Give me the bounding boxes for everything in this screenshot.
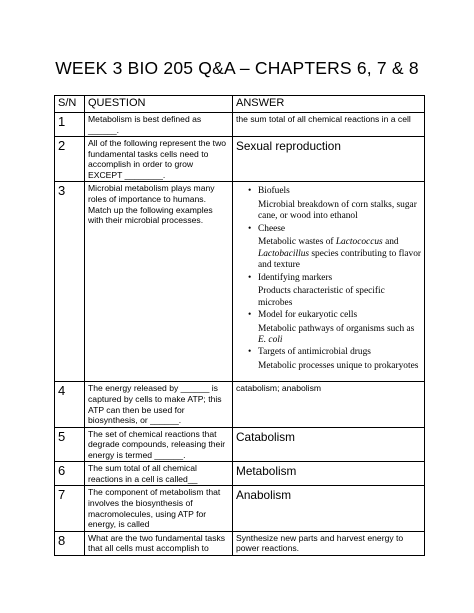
answer-cell: Anabolism <box>233 486 425 531</box>
table-row <box>55 382 425 427</box>
question-cell: The component of metabolism that involves the biosynthesis of macromolecules, using ATP for energy, is called <box>85 486 233 531</box>
list-item <box>248 223 421 272</box>
answer-description <box>258 324 421 347</box>
answer-description: Microbial breakdown of corn stalks, sugar cane, or wood into ethanol <box>258 199 417 222</box>
answer-cell: catabolism; anabolism <box>233 382 425 427</box>
table-row <box>55 182 425 382</box>
question-cell: What are the two fundamental tasks that all cells must accomplish to <box>85 531 233 555</box>
answer-cell: Catabolism <box>233 427 425 462</box>
row-number: 8 <box>55 531 85 555</box>
species-name: E. coli <box>258 335 283 345</box>
answer-description: Metabolic processes unique to prokaryotes <box>258 360 419 371</box>
desc-text: Metabolic pathways of organisms such as <box>258 323 415 334</box>
question-cell: The set of chemical reactions that degrade compounds, releasing their energy is termed ______. <box>85 427 233 462</box>
row-number: 3 <box>55 182 85 382</box>
answer-cell: the sum total of all chemical reactions in a cell <box>233 113 425 137</box>
header-row <box>55 96 425 113</box>
answer-description <box>258 237 421 271</box>
table-row <box>55 427 425 462</box>
answer-cell: Synthesize new parts and harvest energy to power reactions. <box>233 531 425 555</box>
header-answer: ANSWER <box>233 96 425 113</box>
list-item <box>248 186 421 222</box>
list-item <box>248 272 421 309</box>
bullet-icon: • <box>248 272 252 283</box>
question-cell: The sum total of all chemical reactions in a cell is called__ <box>85 462 233 486</box>
answer-term: Model for eukaryotic cells <box>258 310 358 321</box>
document-title: WEEK 3 BIO 205 Q&A – CHAPTERS 6, 7 & 8 <box>55 58 419 78</box>
answer-list <box>236 186 421 372</box>
desc-text: species contributing to flavor and texture <box>258 248 421 271</box>
table-row <box>55 137 425 182</box>
header-sn: S/N <box>55 96 85 113</box>
answer-term: Biofuels <box>258 186 290 197</box>
table-row <box>55 531 425 555</box>
answer-cell <box>233 182 425 382</box>
question-cell: Microbial metabolism plays many roles of importance to humans. Match up the following examples with their microbial processes. <box>85 182 233 382</box>
question-cell: The energy released by ______ is captured by cells to make ATP; this ATP can then be used for biosynthesis, or ______. <box>85 382 233 427</box>
row-number: 1 <box>55 113 85 137</box>
list-item <box>248 310 421 346</box>
row-number: 4 <box>55 382 85 427</box>
table-row <box>55 462 425 486</box>
row-number: 2 <box>55 137 85 182</box>
row-number: 5 <box>55 427 85 462</box>
table-row <box>55 486 425 531</box>
bullet-icon: • <box>248 310 252 321</box>
header-question: QUESTION <box>85 96 233 113</box>
answer-term: Identifying markers <box>258 272 333 283</box>
answer-description: Products characteristic of specific microbes <box>258 286 385 308</box>
list-item <box>248 347 421 372</box>
bullet-icon: • <box>248 223 252 234</box>
bullet-icon: • <box>248 347 252 358</box>
answer-cell: Metabolism <box>233 462 425 486</box>
answer-term: Cheese <box>258 223 286 234</box>
qa-table <box>54 95 425 556</box>
genus-name: Lactococcus <box>335 237 383 248</box>
question-cell: All of the following represent the two fundamental tasks cells need to accomplish in order to grow EXCEPT ________. <box>85 137 233 182</box>
row-number: 7 <box>55 486 85 531</box>
desc-text: Metabolic wastes of <box>258 237 336 248</box>
bullet-icon: • <box>248 186 252 197</box>
table-row <box>55 113 425 137</box>
genus-name: Lactobacillus <box>258 248 310 259</box>
answer-cell: Sexual reproduction <box>233 137 425 182</box>
question-cell: Metabolism is best defined as ______. <box>85 113 233 137</box>
desc-text: and <box>382 237 399 248</box>
row-number: 6 <box>55 462 85 486</box>
answer-term: Targets of antimicrobial drugs <box>258 347 371 358</box>
